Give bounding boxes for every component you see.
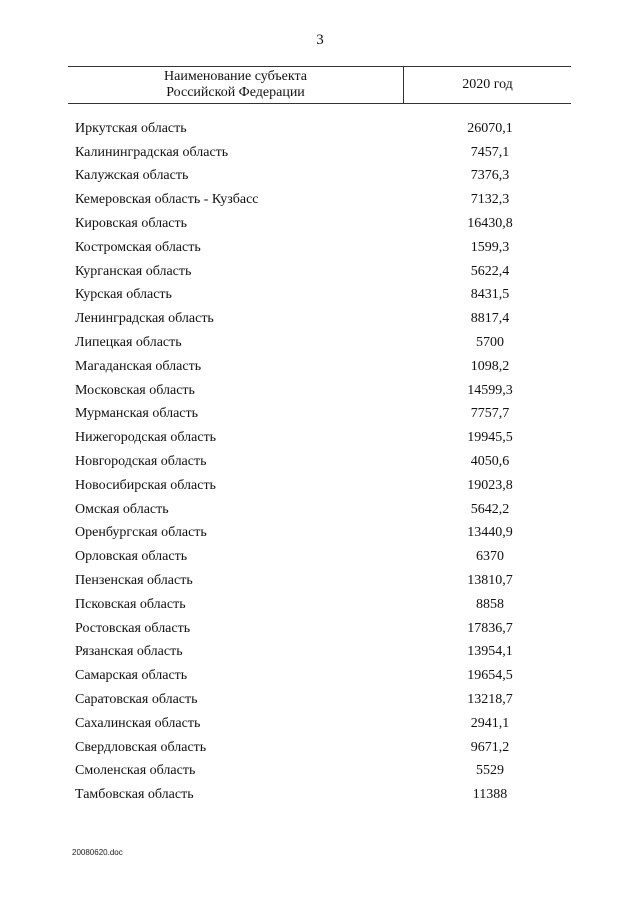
region-value-2020: 13218,7 [467,692,513,708]
table-row [75,236,565,260]
region-name: Нижегородская область [75,430,217,446]
table-row [75,664,565,688]
region-value-2020: 8431,5 [470,287,510,303]
table-row [75,783,565,807]
region-value-2020: 1599,3 [470,239,510,255]
region-name: Костромская область [75,239,201,255]
region-value-2020: 7376,3 [470,168,510,184]
table-row [75,284,565,308]
table-row [75,165,565,189]
region-name: Магаданская область [75,358,202,374]
header-subject-line2: Российской Федерации [166,85,305,100]
region-name: Пензенская область [75,573,193,589]
table-row [75,617,565,641]
region-value-2020: 7457,1 [470,144,510,160]
table-header [68,66,571,104]
region-name: Московская область [75,382,195,398]
region-name: Новосибирская область [75,477,216,493]
table-body [75,117,565,807]
header-subject-line1: Наименование субъекта [164,69,307,84]
region-name: Новгородская область [75,454,207,470]
table-row [75,117,565,141]
region-value-2020: 26070,1 [467,120,513,136]
region-value-2020: 1098,2 [470,358,510,374]
table-row [75,426,565,450]
region-value-2020: 5622,4 [470,263,510,279]
table-row [75,188,565,212]
table-row [75,760,565,784]
table-row [75,450,565,474]
region-value-2020: 19654,5 [467,668,513,684]
region-value-2020: 8858 [476,596,504,612]
region-name: Самарская область [75,668,188,684]
region-value-2020: 7132,3 [470,192,510,208]
table-row [75,403,565,427]
region-value-2020: 19023,8 [467,477,513,493]
table-row [75,260,565,284]
region-name: Оренбургская область [75,525,207,541]
region-name: Курганская область [75,263,192,279]
region-name: Калужская область [75,168,189,184]
region-value-2020: 4050,6 [470,454,510,470]
region-name: Липецкая область [75,335,182,351]
region-name: Калининградская область [75,144,229,160]
table-row [75,522,565,546]
table-row [75,736,565,760]
region-value-2020: 5700 [476,335,504,351]
region-value-2020: 7757,7 [470,406,510,422]
region-name: Кировская область [75,216,188,232]
region-name: Саратовская область [75,692,198,708]
table-row [75,569,565,593]
table-row [75,331,565,355]
region-name: Свердловская область [75,739,207,755]
table-row [75,498,565,522]
region-value-2020: 11388 [472,787,508,803]
region-value-2020: 6370 [476,549,504,565]
region-value-2020: 19945,5 [467,430,513,446]
region-name: Тамбовская область [75,787,194,803]
region-name: Орловская область [75,549,188,565]
table-row [75,688,565,712]
table-row [75,545,565,569]
region-name: Смоленская область [75,763,196,779]
region-name: Мурманская область [75,406,199,422]
region-value-2020: 5529 [476,763,504,779]
table-row [75,379,565,403]
region-name: Ленинградская область [75,311,214,327]
page-number: 3 [316,32,324,48]
region-value-2020: 14599,3 [467,382,513,398]
region-name: Курская область [75,287,172,303]
region-name: Омская область [75,501,169,517]
table-row [75,141,565,165]
header-column-subject [68,67,404,103]
table-row [75,307,565,331]
region-name: Иркутская область [75,120,187,136]
region-name: Псковская область [75,596,186,612]
table-row [75,593,565,617]
region-name: Ростовская область [75,620,191,636]
table-row [75,474,565,498]
table-row [75,355,565,379]
region-value-2020: 2941,1 [470,715,510,731]
table-row [75,641,565,665]
region-value-2020: 16430,8 [467,216,513,232]
region-value-2020: 5642,2 [470,501,510,517]
region-name: Сахалинская область [75,715,201,731]
region-name: Кемеровская область - Кузбасс [75,192,259,208]
region-value-2020: 13440,9 [467,525,513,541]
region-value-2020: 13954,1 [467,644,513,660]
region-value-2020: 13810,7 [467,573,513,589]
region-value-2020: 8817,4 [470,311,510,327]
region-name: Рязанская область [75,644,183,660]
region-value-2020: 9671,2 [470,739,510,755]
header-column-year: 2020 год [462,77,513,92]
region-value-2020: 17836,7 [467,620,513,636]
table-row [75,712,565,736]
table-row [75,212,565,236]
footer-filename: 20080620.doc [72,848,123,857]
